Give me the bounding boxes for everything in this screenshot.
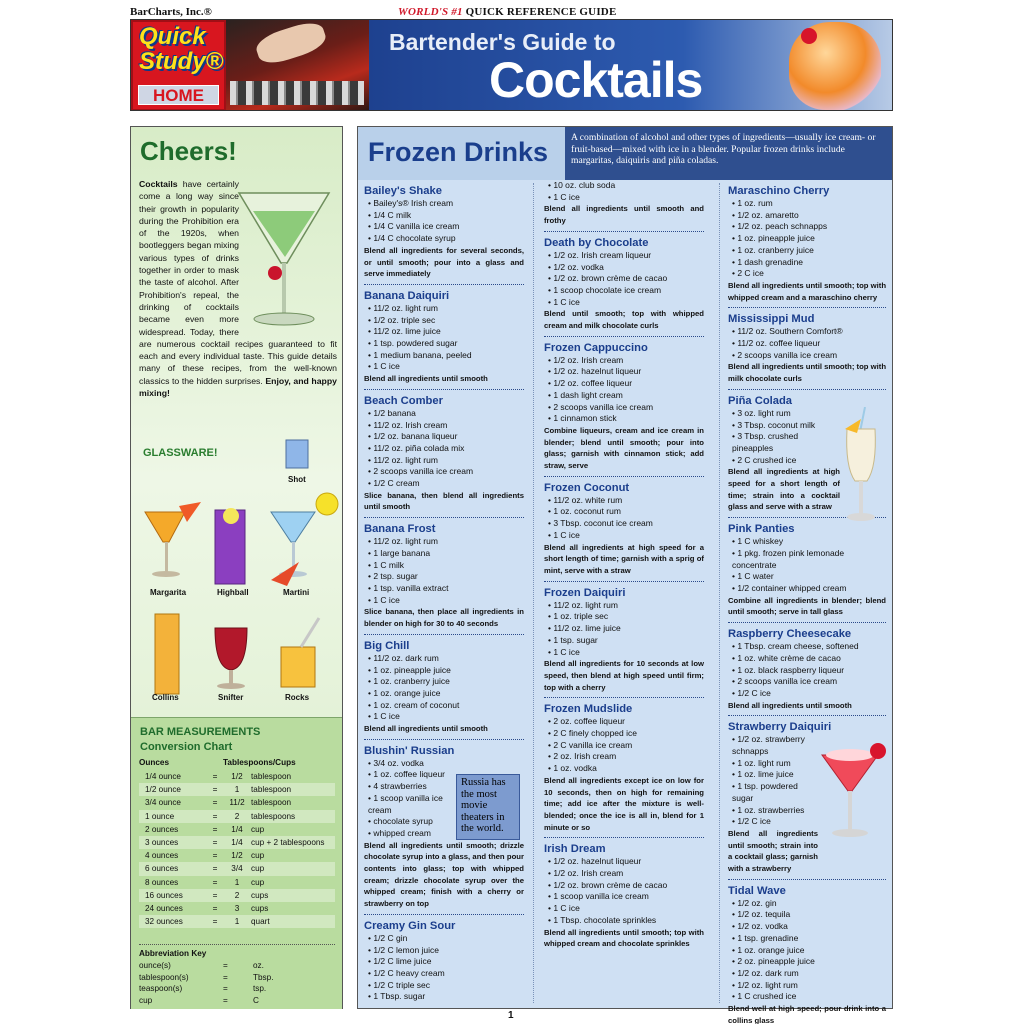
recipe [364, 184, 524, 285]
cherry-icon [801, 28, 817, 44]
recipe-ingredient: • 11/2 oz. Southern Comfort® [732, 326, 843, 337]
recipe-ingredient: • 1 scoop vanilla ice cream [368, 792, 443, 815]
recipe-ingredient: • 2 oz. pineapple juice [732, 956, 815, 967]
recipe-ingredient: • 11/2 oz. piña colada mix [368, 442, 465, 453]
recipe-ingredient: • 1/2 oz. Irish cream [548, 354, 624, 365]
recipe-ingredient: • 1 C ice [368, 594, 400, 605]
recipe-ingredient: • 1 Tbsp. cream cheese, softened [732, 641, 859, 652]
recipe-ingredient: • 11/2 oz. light rum [548, 599, 618, 610]
title-area [369, 20, 893, 111]
recipe-directions: Blend all ingredients until smooth; top with milk chocolate curls [728, 362, 887, 384]
recipe-directions: Blend all ingredients until smooth [364, 374, 488, 384]
column-divider [533, 183, 534, 1003]
abbreviation-key-title: Abbreviation Key [139, 949, 207, 958]
recipe-ingredient: • 1/2 C lime juice [368, 956, 432, 967]
conversion-row: 1/2 ounce = 1 tablespoon [139, 783, 335, 796]
bar-measurements-section [131, 717, 342, 1009]
abbreviation-row: ounce(s) = oz. [139, 961, 264, 970]
recipe-ingredient: • 1 C ice [548, 529, 580, 540]
intro-body: have certainly come a long way since their growth in popularity during the Prohibition era of the 1920s, when bootleggers began mixing various types of drinks together in order to mask the taste of alcohol. After Prohibition's repeal, the drinking of cocktails became even more widespread. Today, there are numerous cocktail recipes guaranteed to fit each and every individual taste. This guide details many of these recipes, from the well-known classics to the hidden surprises. [139, 179, 337, 386]
bar-measurements-title: BAR MEASUREMENTS [140, 726, 261, 738]
recipe-ingredient: • 1/2 oz. gin [732, 897, 777, 908]
recipe-ingredient: • 3 Tbsp. coconut milk [732, 419, 816, 430]
glassware-illustrations [131, 432, 342, 717]
glass-label-shot: Shot [288, 475, 306, 484]
recipe-name: Tidal Wave [728, 884, 786, 897]
recipe-ingredient: • 1/2 C ice [732, 687, 771, 698]
recipe-ingredient: • 1 C ice [548, 646, 580, 657]
recipe-ingredient: • 1 oz. cranberry juice [368, 676, 450, 687]
recipe-ingredient: • 2 C finely chopped ice [548, 728, 637, 739]
recipe-ingredient: • 1 tsp. vanilla extract [368, 582, 449, 593]
recipe-ingredient: • 1 oz. pineapple juice [368, 664, 451, 675]
recipe-ingredient: • 1 tsp. sugar [548, 634, 598, 645]
recipe-ingredient: • 1/2 oz. brown crème de cacao [548, 273, 668, 284]
recipe-name: Banana Frost [364, 523, 436, 536]
recipe-ingredient: • 1/2 oz. hazelnut liqueur [548, 856, 642, 867]
conversion-row: 8 ounces = 1 cup [145, 877, 265, 887]
recipe-ingredient: • 2 C crushed ice [732, 454, 797, 465]
recipe-directions: Blend all ingredients until smooth; top with whipped cream and a maraschino cherry [728, 280, 887, 302]
recipe [728, 184, 886, 308]
recipe-ingredient: • 3 Tbsp. crushed pineapples [732, 431, 799, 453]
conversion-row: 24 ounces = 3 cups [145, 903, 269, 913]
recipe [544, 341, 704, 477]
intro-text: Cocktails have certainly come a long way since their growth in popularity during the Prohibition era of the 1920s, when bootleggers began mixing various types of drinks together in order to mask the taste of alcohol. After Prohibition's repeal, the drinking of cocktails became even more widespread. Today, there are numerous cocktail recipes guaranteed to fit each and every individual taste. This guide details many of these recipes, from the well-known classics to the hidden surprises. Enjoy, and happy mixing! [139, 179, 337, 399]
recipe-directions: Slice banana, then blend all ingredients until smooth [364, 490, 524, 512]
header-banner [130, 19, 893, 111]
recipe-ingredient: • 1 oz. orange juice [732, 944, 805, 955]
recipe-directions: Blend all ingredients except ice on low for 10 seconds, then on high for remaining time; add ice after the mixture is well-blended; once the ice is all in, blend for 1 minute or so [544, 775, 704, 832]
abbreviation-row: teaspoon(s) = tsp. [139, 984, 267, 993]
bottles-image [230, 81, 364, 105]
hand-image [253, 19, 329, 68]
recipe-directions: Slice banana, then place all ingredients in blender on high for 30 to 40 seconds [364, 607, 524, 629]
recipe [544, 586, 704, 699]
strawberry-daiquiri-illustration [818, 741, 888, 841]
recipe-ingredient: • 1 oz. light rum [732, 757, 791, 768]
recipe-directions: Blend well at high speed; pour drink into a collins glass [728, 1004, 886, 1024]
recipe-column-1 [364, 180, 524, 1011]
recipe-directions: Blend all ingredients until smooth; strain into a cocktail glass; garnish with a strawberry [728, 828, 818, 874]
recipe-ingredient: • 1 large banana [368, 547, 431, 558]
recipe-directions: Blend until smooth; top with whipped cream and milk chocolate curls [544, 309, 704, 331]
recipe-ingredient: • 2 oz. coffee liqueur [548, 716, 626, 727]
recipe-ingredient: • 11/2 oz. dark rum [368, 652, 439, 663]
recipe-ingredient: • 1/2 C heavy cream [368, 967, 445, 978]
conversion-row: 6 ounces = 3/4 cup [139, 862, 335, 875]
recipe-ingredient: • 1 oz. lime juice [732, 769, 794, 780]
recipe-ingredient: • 1/2 C gin [368, 932, 408, 943]
recipe-ingredient: • 1/2 C cream [368, 478, 420, 489]
recipe-directions: Blend all ingredients for several seconds, or until smooth; pour into a glass and serve immediately [364, 245, 524, 279]
recipe-ingredient: • 1 medium banana, peeled [368, 349, 472, 360]
recipe-ingredient: • 1 oz. cranberry juice [732, 244, 814, 255]
recipe-ingredient: • 2 scoops vanilla ice cream [548, 401, 654, 412]
abbreviation-key [139, 944, 335, 1007]
recipe-ingredient: • chocolate syrup [368, 816, 433, 827]
recipe [364, 639, 524, 740]
recipe-ingredient: • 1 tsp. powdered sugar [732, 781, 798, 803]
publisher: BarCharts, Inc.® [130, 6, 212, 18]
conversion-row: 16 ounces = 2 cups [139, 889, 335, 902]
recipe-ingredient: • 1/2 oz. banana liqueur [368, 431, 458, 442]
fact-box: Russia has the most movie theaters in the world. [456, 774, 520, 840]
page-title: Cocktails [489, 52, 703, 108]
recipe-ingredient: • 1/4 C milk [368, 209, 412, 220]
logo-text: Quick Study® [139, 23, 224, 75]
recipe-ingredient: • 1/2 oz. dark rum [732, 967, 799, 978]
recipe-name: Strawberry Daiquiri [728, 721, 832, 734]
recipe-ingredient: • 1 oz. coconut rum [548, 506, 621, 517]
recipe-ingredient: • 1/2 oz. peach schnapps [732, 221, 828, 232]
martini-spacer [239, 178, 337, 328]
recipe [544, 236, 704, 337]
abbreviation-row: cup = C [139, 995, 259, 1005]
glassware-title: GLASSWARE! [143, 447, 218, 459]
recipe-ingredient: • 1/2 oz. vodka [548, 261, 604, 272]
glass-label-margarita: Margarita [150, 588, 187, 597]
recipe-ingredient: • 1/2 oz. strawberry schnapps [732, 734, 805, 757]
recipe-ingredient: • 1/2 oz. coffee liqueur [548, 378, 633, 389]
recipe-ingredient: • 2 scoops vanilla ice cream [732, 676, 838, 687]
recipe-ingredient: • 1/2 container whipped cream [732, 582, 847, 593]
page-number: 1 [508, 1010, 514, 1021]
glass-label-collins: Collins [152, 693, 179, 702]
recipe [544, 180, 704, 232]
recipe-ingredient: • 1 oz. white crème de cacao [732, 652, 841, 663]
recipe [364, 394, 524, 518]
recipe-ingredient: • 4 strawberries [368, 781, 427, 792]
recipe-ingredient: • 2 C ice [732, 268, 764, 279]
recipe-name: Raspberry Cheesecake [728, 628, 852, 641]
glass-label-rocks: Rocks [285, 693, 310, 702]
recipe-ingredient: • 1 oz. cream of coconut [368, 699, 460, 710]
pina-colada-illustration [841, 407, 881, 525]
recipe-ingredient: • 3 Tbsp. coconut ice cream [548, 518, 653, 529]
title-subtitle: Bartender's Guide to [389, 29, 616, 55]
recipe-ingredient: • 1 cinnamon stick [548, 413, 617, 424]
frozen-drinks-description: A combination of alcohol and other types of ingredients—usually ice cream- or fruit-based—mixed with ice in a blender. Popular frozen drinks include margaritas, daiquiris and piña coladas. [565, 127, 892, 180]
top-bar [130, 4, 893, 20]
recipe-directions: Blend all ingredients until smooth [364, 724, 488, 734]
recipe-ingredient: • 3 oz. light rum [732, 407, 791, 418]
recipe-ingredient: • 1 C milk [368, 559, 405, 570]
recipe-directions: Blend all ingredients at high speed for a short length of time; strain into a cocktail glass and serve with a straw [728, 467, 840, 512]
recipe [728, 312, 886, 390]
conversion-header: Ounces Tablespoons/Cups [139, 758, 296, 767]
recipe-ingredient: • 11/2 oz. white rum [548, 494, 623, 505]
recipe [728, 522, 886, 623]
recipe-ingredient: • 2 scoops vanilla ice cream [732, 349, 838, 360]
recipe-ingredient: • 1 C ice [548, 903, 580, 914]
recipe [364, 289, 524, 390]
recipe-ingredient: • 2 oz. Irish cream [548, 751, 617, 762]
recipe-ingredient: • 1 scoop vanilla ice cream [548, 891, 649, 902]
recipe-ingredient: • 11/2 oz. light rum [368, 536, 438, 547]
intro-closing: Enjoy, and happy mixing! [139, 375, 337, 399]
conversion-row: 32 ounces = 1 quart [139, 915, 335, 928]
conversion-table [139, 758, 335, 928]
recipe-ingredient: • 1 C ice [548, 191, 580, 202]
recipe-ingredient: • Bailey's® Irish cream [368, 198, 454, 208]
recipe-ingredient: • 1/2 C lemon juice [368, 944, 440, 955]
conversion-row: 1 ounce = 2 tablespoons [139, 810, 335, 823]
frozen-drinks-heading-box [358, 127, 565, 180]
frozen-drinks-heading: Frozen Drinks [368, 137, 549, 167]
recipe-name: Pink Panties [728, 523, 795, 536]
recipe-ingredient: • 1 C crushed ice [732, 991, 797, 1002]
recipe-ingredient: • 1/2 oz. brown crème de cacao [548, 879, 668, 890]
recipe-directions: Blend all ingredients until smooth [728, 700, 852, 710]
recipe-ingredient: • 1 oz. black raspberry liqueur [732, 664, 845, 675]
recipe-ingredient: • 1 oz. coffee liqueur [368, 769, 446, 780]
recipe-ingredient: • 3/4 oz. vodka [368, 757, 424, 768]
recipe-ingredient: • 1 oz. orange juice [368, 687, 441, 698]
recipe-name: Frozen Coconut [544, 481, 630, 494]
recipe [544, 842, 704, 954]
left-panel [130, 126, 343, 1009]
recipe-ingredient: • 1/2 C triple sec [368, 979, 431, 990]
recipe-ingredient: • 1 C ice [368, 711, 400, 722]
bartender-photo [226, 20, 369, 111]
recipe-ingredient: • 1 scoop chocolate ice cream [548, 284, 662, 295]
conversion-row: 2 ounces = 1/4 cup [145, 824, 265, 834]
recipe-name: Irish Dream [544, 843, 606, 856]
recipe-directions: Blend all ingredients until smooth; drizzle chocolate syrup into a glass, and then pour contents into glass; top with whipped cream; drizzle chocolate syrup over the whipped cream; finish with a cherry or strawberry on top [364, 840, 524, 909]
quickstudy-logo[interactable] [131, 20, 226, 111]
conversion-chart-title: Conversion Chart [140, 741, 233, 753]
glass-label-martini: Martini [283, 588, 310, 597]
recipe-name: Creamy Gin Sour [364, 919, 456, 932]
recipe-ingredient: • 1/2 oz. Irish cream [548, 868, 624, 879]
recipe-ingredient: • 1/2 oz. tequila [732, 909, 791, 920]
recipe-ingredient: • 1/2 oz. light rum [732, 979, 798, 990]
recipe-name: Blushin' Russian [364, 744, 455, 757]
recipe-ingredient: • 1/2 oz. triple sec [368, 314, 436, 325]
recipe-ingredient: • 1 oz. vodka [548, 763, 597, 774]
recipe-name: Frozen Mudslide [544, 703, 633, 716]
recipe-ingredient: • 1 oz. rum [732, 198, 773, 208]
recipe-ingredient: • 11/2 oz. lime juice [548, 623, 621, 634]
recipe-directions: Combine all ingredients in blender; blend until smooth; serve in tall glass [728, 595, 886, 617]
recipe-name: Mississippi Mud [728, 313, 815, 326]
recipe-ingredient: • 1 C ice [548, 296, 580, 307]
recipe-ingredient: • 1 tsp. powdered sugar [368, 338, 458, 349]
recipe-ingredient: • 1/4 C vanilla ice cream [368, 221, 460, 232]
home-button[interactable]: HOME [138, 85, 219, 105]
recipe-ingredient: • 1/2 oz. amaretto [732, 209, 799, 220]
recipe-ingredient: • 1 Tbsp. chocolate sprinkles [548, 914, 657, 925]
cheers-heading: Cheers! [140, 136, 237, 166]
recipe-ingredient: • 1 tsp. grenadine [732, 932, 799, 943]
recipe-ingredient: • 1 dash light cream [548, 389, 623, 400]
recipe [364, 919, 524, 1007]
glass-label-snifter: Snifter [218, 693, 244, 702]
recipe-ingredient: • 1 oz. pineapple juice [732, 233, 815, 244]
recipe-ingredient: • 11/2 oz. lime juice [368, 326, 441, 337]
conversion-row: 4 ounces = 1/2 cup [145, 851, 265, 861]
recipe-ingredient: • 2 tsp. sugar [368, 571, 418, 582]
recipe-name: Bailey's Shake [364, 185, 442, 197]
recipe-name: Frozen Daiquiri [544, 586, 626, 599]
recipe-directions: Blend all ingredients until smooth and frothy [544, 204, 704, 226]
recipe-ingredient: • 2 scoops vanilla ice cream [368, 466, 474, 477]
recipe-ingredient: • 1/2 C ice [732, 816, 771, 827]
recipe-directions: Blend all ingredients at high speed for a short length of time; garnish with a sprig of mint, serve with a straw [544, 542, 704, 575]
reference-tagline: WORLD'S #1 QUICK REFERENCE GUIDE [398, 6, 617, 18]
recipe-ingredient: • 11/2 oz. light rum [368, 302, 438, 313]
recipe [728, 884, 886, 1024]
recipe-ingredient: • 1 C water [732, 571, 774, 582]
recipe-ingredient: • 10 oz. club soda [548, 180, 616, 190]
conversion-row: 1/4 ounce = 1/2 tablespoon [145, 772, 292, 782]
recipe [544, 481, 704, 582]
recipe [728, 627, 886, 716]
recipe-ingredient: • 1 oz. strawberries [732, 804, 805, 815]
recipe-ingredient: • 1 dash grenadine [732, 256, 804, 267]
recipe-ingredient: • 11/2 oz. coffee liqueur [732, 338, 821, 349]
recipe-ingredient: • 1 C ice [368, 361, 400, 372]
recipe-name: Frozen Cappuccino [544, 341, 648, 354]
abbreviation-row: tablespoon(s) = Tbsp. [139, 972, 274, 982]
recipe-ingredient: • 11/2 oz. Irish cream [368, 419, 448, 430]
recipe-name: Maraschino Cherry [728, 185, 830, 197]
conversion-row: 3/4 ounce = 11/2 tablespoon [145, 798, 292, 808]
recipe-ingredient: • 1 Tbsp. sugar [368, 991, 426, 1002]
recipe-ingredient: • 1/2 oz. Irish cream liqueur [548, 249, 652, 260]
recipe-ingredient: • 1 oz. triple sec [548, 611, 609, 622]
recipe-ingredient: • 1/2 oz. vodka [732, 921, 788, 932]
recipe-name: Beach Comber [364, 394, 443, 407]
conversion-row: 3 ounces = 1/4 cup + 2 tablespoons [139, 836, 335, 849]
recipe-name: Big Chill [364, 639, 410, 652]
recipe-name: Piña Colada [728, 394, 793, 407]
recipe [544, 702, 704, 838]
recipe-ingredient: • 1/4 C chocolate syrup [368, 233, 456, 244]
recipe-directions: Blend all ingredients for 10 seconds at low speed, then blend at high speed until firm; top with a cherry [544, 659, 704, 692]
recipe-ingredient: • 1 pkg. frozen pink lemonade concentrate [732, 547, 845, 570]
recipe-column-2 [544, 180, 704, 958]
recipe-directions: Blend all ingredients until smooth; top with whipped cream and chocolate sprinkles [544, 927, 704, 949]
recipe-ingredient: • 11/2 oz. light rum [368, 454, 438, 465]
glass-label-highball: Highball [217, 588, 249, 597]
column-divider [719, 183, 720, 1003]
recipe-ingredient: • 2 C vanilla ice cream [548, 739, 633, 750]
recipe-ingredient: • 1/2 banana [368, 407, 416, 418]
recipe-column-3 [728, 180, 886, 1024]
recipe [364, 522, 524, 635]
recipe-name: Banana Daiquiri [364, 289, 450, 302]
recipe-ingredient: • 1/2 oz. hazelnut liqueur [548, 366, 642, 377]
recipe-name: Death by Chocolate [544, 236, 649, 249]
recipe-ingredient: • whipped cream [368, 827, 431, 838]
frozen-drinks-panel [357, 126, 893, 1024]
recipe-directions: Combine liqueurs, cream and ice cream in blender; blend until smooth; pour into glass; garnish with cinnamon stick; add straw, serve [544, 425, 704, 471]
recipe-ingredient: • 1 C whiskey [732, 536, 784, 547]
